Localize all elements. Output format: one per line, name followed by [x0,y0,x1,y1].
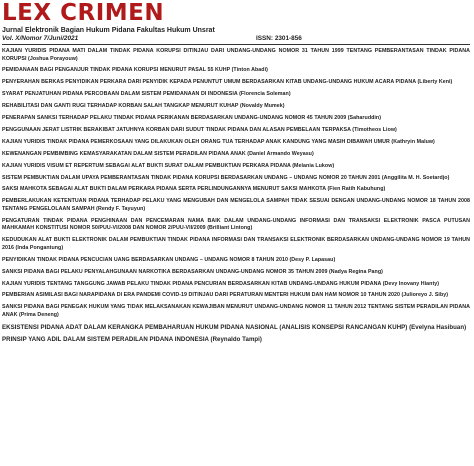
article-item[interactable]: KEWENANGAN PEMBIMBING KEMASYARAKATAN DALAM SISTEM PERADILAN PIDANA ANAK (Daniel Armando Weyasu) [2,150,314,157]
article-item[interactable]: SAKSI MAHKOTA SEBAGAI ALAT BUKTI DALAM PERKARA PIDANA SERTA PERLINDUNGANNYA MENURUT SAKSI MAHKOTA (Fien Ratih Kabuhung) [2,186,386,193]
article-item[interactable]: PENGATURAN TINDAK PIDANA PENGHINAAN DAN PENCEMARAN NAMA BAIK DALAM UNDANG-UNDANG INFORMASI DAN TRANSAKSI ELEKTRONIK PASCA PUTUSAN MAHKAMAH KONSTITUSI NOMOR 50/PUU-VI/2008 DAN NOMOR 2/PUU-VII/2009 (Brilliant Lintong) [2,217,470,232]
article-item[interactable]: PENYIDIKAN TINDAK PIDANA PENCUCIAN UANG BERDASARKAN UNDANG – UNDANG NOMOR 8 TAHUN 2010 (Desy P. Lapasau) [2,256,336,263]
article-item[interactable]: PEMBERIAN ASIMILASI BAGI NARAPIDANA DI ERA PANDEMI COVID-19 DITINJAU DARI PERATURAN MENTERI HUKUM DAN HAM NOMOR 10 TAHUN 2020 (Julioreyo J. Siby) [2,292,449,299]
article-item[interactable]: REHABILITASI DAN GANTI RUGI TERHADAP KORBAN SALAH TANGKAP MENURUT KUHAP (Novaldy Mumek) [2,103,285,110]
header-divider [2,44,470,45]
article-item[interactable]: KAJIAN YURIDIS TINDAK PIDANA PEMERKOSAAN YANG DILAKUKAN OLEH ORANG TUA TERHADAP ANAK KANDUNG YANG MASIH DIBAWAH UMUR (Kathryin Maluw) [2,138,435,145]
journal-subtitle: Jurnal Elektronik Bagian Hukum Pidana Fakultas Hukum Unsrat [2,27,215,34]
article-item[interactable]: PRINSIP YANG ADIL DALAM SISTEM PERADILAN PIDANA INDONESIA (Reynaldo Tampi) [2,336,263,344]
article-item[interactable]: KAJIAN YURIDIS VISUM ET REPERTUM SEBAGAI ALAT BUKTI SURAT DALAM PEMBUKTIAN PERKARA PIDANA (Melania Lukow) [2,162,335,169]
journal-name: LEX CRIMEN [2,0,165,26]
article-item[interactable]: EKSISTENSI PIDANA ADAT DALAM KERANGKA PEMBAHARUAN HUKUM PIDANA NASIONAL (ANALISIS KONSEPSI RANCANGAN KUHP) (Evelyna Hasibuan) [2,323,467,331]
issn: ISSN: 2301-856 [256,35,302,42]
article-item[interactable]: PENYERAHAN BERKAS PENYIDIKAN PERKARA DARI PENYIDIK KEPADA PENUNTUT UMUM BERDASARKAN KITAB UNDANG-UNDANG HUKUM ACARA PIDANA (Liberty Keni) [2,79,453,86]
article-item[interactable]: KAJIAN YURIDIS TENTANG TANGGUNG JAWAB PELAKU TINDAK PIDANA PENCURIAN BERDASARKAN KITAB UNDANG-UNDANG HUKUM PIDANA (Devy Inovany Hianty) [2,280,440,287]
article-item[interactable]: PENGGUNAAN JERAT LISTRIK BERAKIBAT JATUHNYA KORBAN DARI SUDUT TINDAK PIDANA DAN ALASAN PEMBELAAN TERPAKSA (Timotheos Liow) [2,126,397,133]
article-item[interactable]: SANKSI PIDANA BAGI PENEGAK HUKUM YANG TIDAK MELAKSANAKAN KEWAJIBAN MENURUT UNDANG-UNDANG NOMOR 11 TAHUN 2012 TENTANG SISTEM PERADILAN PIDANA ANAK (Prima Deneng) [2,304,470,318]
article-item[interactable]: PENERAPAN SANKSI TERHADAP PELAKU TINDAK PIDANA PERIKANAN BERDASARKAN UNDANG-UNDANG NOMOR 45 TAHUN 2009 (Saharuddin) [2,115,382,122]
issue-row [2,35,470,43]
article-item[interactable]: SISTEM PEMBUKTIAN DALAM UPAYA PEMBERANTASAN TINDAK PIDANA KORUPSI BERDASARKAN UNDANG – UNDANG NOMOR 20 TAHUN 2001 (Anggilita M. H. Soetardjo) [2,174,450,181]
article-item[interactable]: PEMIDANAAN BAGI PENGANJUR TINDAK PIDANA KORUPSI MENURUT PASAL 55 KUHP (Tinton Abadi) [2,67,268,74]
issue-number: Vol. X/Nomor 7/Juni/2021 [2,35,79,42]
article-item[interactable]: PEMBERLAKUKAN KETENTUAN PIDANA TERHADAP PELAKU YANG MENGUBAH DAN MENGELOLA SAMPAH TIDAK SESUAI DENGAN UNDANG-UNDANG NOMOR 18 TAHUN 2008 TENTANG PENGELOLAAN SAMPAH (Rendy F. Tayuyun) [2,198,470,212]
article-item[interactable]: KAJIAN YURIDIS PIDANA MATI DALAM TINDAK PIDANA KORUPSI DITINJAU DARI UNDANG-UNDANG NOMOR 31 TAHUN 1999 TENTANG PEMBERANTASAN TINDAK PIDANA KORUPSI (Joshua Porayouw) [2,48,470,62]
article-item[interactable]: KEDUDUKAN ALAT BUKTI ELEKTRONIK DALAM PEMBUKTIAN TINDAK PIDANA INFORMASI DAN TRANSAKSI ELEKTRONIK BERDASARKAN UNDANG-UNDANG NOMOR 19 TAHUN 2016 (Inda Pongantung) [2,237,470,251]
article-item[interactable]: SYARAT PENJATUHAN PIDANA PERCOBAAN DALAM SISTEM PEMIDANAAN DI INDONESIA (Florencia Soleman) [2,91,291,98]
article-list [2,48,470,345]
article-item[interactable]: SANKSI PIDANA BAGI PELAKU PENYALAHGUNAAN NARKOTIKA BERDASARKAN UNDANG-UNDANG NOMOR 35 TAHUN 2009 (Nadya Regina Pang) [2,268,383,275]
